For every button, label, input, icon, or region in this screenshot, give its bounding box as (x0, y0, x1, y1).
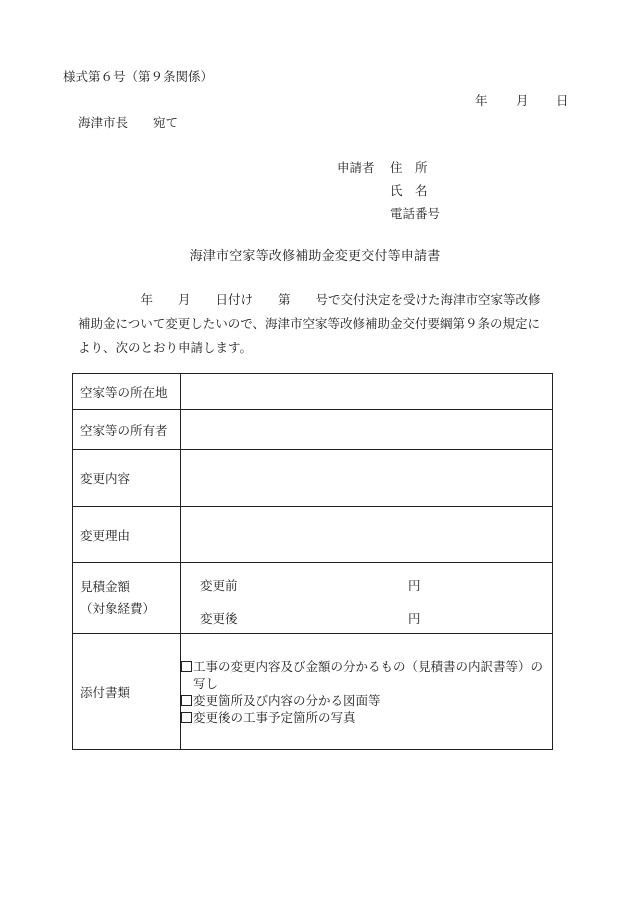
applicant-name-label: 氏 名 (390, 183, 428, 198)
date-month-label: 月 (516, 93, 529, 108)
before-label: 変更前 (200, 578, 238, 593)
attachment-item[interactable]: 変更箇所及び内容の分かる図面等 (181, 692, 552, 709)
body-line: 年 月 日付け 第 号で交付決定を受けた海津市空家等改修 (78, 292, 541, 307)
body-paragraph (78, 288, 573, 360)
estimate-label-line2: （対象経費） (80, 601, 156, 616)
document-title: 海津市空家等改修補助金変更交付等申請書 (189, 249, 441, 264)
checkbox-icon[interactable] (181, 661, 192, 672)
location-value-cell[interactable] (181, 374, 553, 410)
owner-value-cell[interactable] (181, 410, 553, 450)
addressee: 海津市長 宛て (78, 115, 179, 130)
change-reason-cell[interactable] (181, 507, 553, 563)
body-line: より、次のとおり申請します。 (78, 340, 253, 355)
table-row (73, 374, 553, 410)
date-day-label: 日 (556, 93, 569, 108)
change-content-label: 変更内容 (73, 450, 181, 507)
applicant-address-label: 住 所 (390, 160, 428, 175)
attachment-item[interactable]: 工事の変更内容及び金額の分かるもの（見積書の内訳書等）の (181, 658, 552, 675)
attachments-label: 添付書類 (73, 634, 181, 750)
change-reason-label: 変更理由 (73, 507, 181, 563)
table-row (73, 410, 553, 450)
before-yen: 円 (408, 578, 421, 593)
body-line: 補助金について変更したいので、海津市空家等改修補助金交付要綱第９条の規定に (78, 316, 541, 331)
table-row (73, 507, 553, 563)
form-number: 様式第６号（第９条関係） (63, 69, 214, 84)
applicant-label: 申請者 (337, 160, 375, 175)
table-row (73, 563, 553, 634)
estimate-label-line1: 見積金額 (80, 579, 131, 594)
after-label: 変更後 (200, 611, 238, 626)
estimate-label (73, 563, 181, 634)
applicant-phone-label: 電話番号 (390, 206, 441, 221)
change-content-cell[interactable] (181, 450, 553, 507)
attachment-item-continuation: 写し (193, 675, 219, 691)
application-table (72, 373, 553, 750)
owner-label: 空家等の所有者 (73, 410, 181, 450)
checkbox-icon[interactable] (181, 695, 192, 706)
table-row (73, 450, 553, 507)
date-year-label: 年 (475, 93, 488, 108)
estimate-cell (181, 563, 553, 634)
after-yen: 円 (408, 611, 421, 626)
attachment-item[interactable]: 変更後の工事予定箇所の写真 (181, 709, 552, 726)
checkbox-icon[interactable] (181, 712, 192, 723)
table-row (73, 634, 553, 750)
location-label: 空家等の所在地 (73, 374, 181, 410)
attachments-list (181, 634, 553, 750)
